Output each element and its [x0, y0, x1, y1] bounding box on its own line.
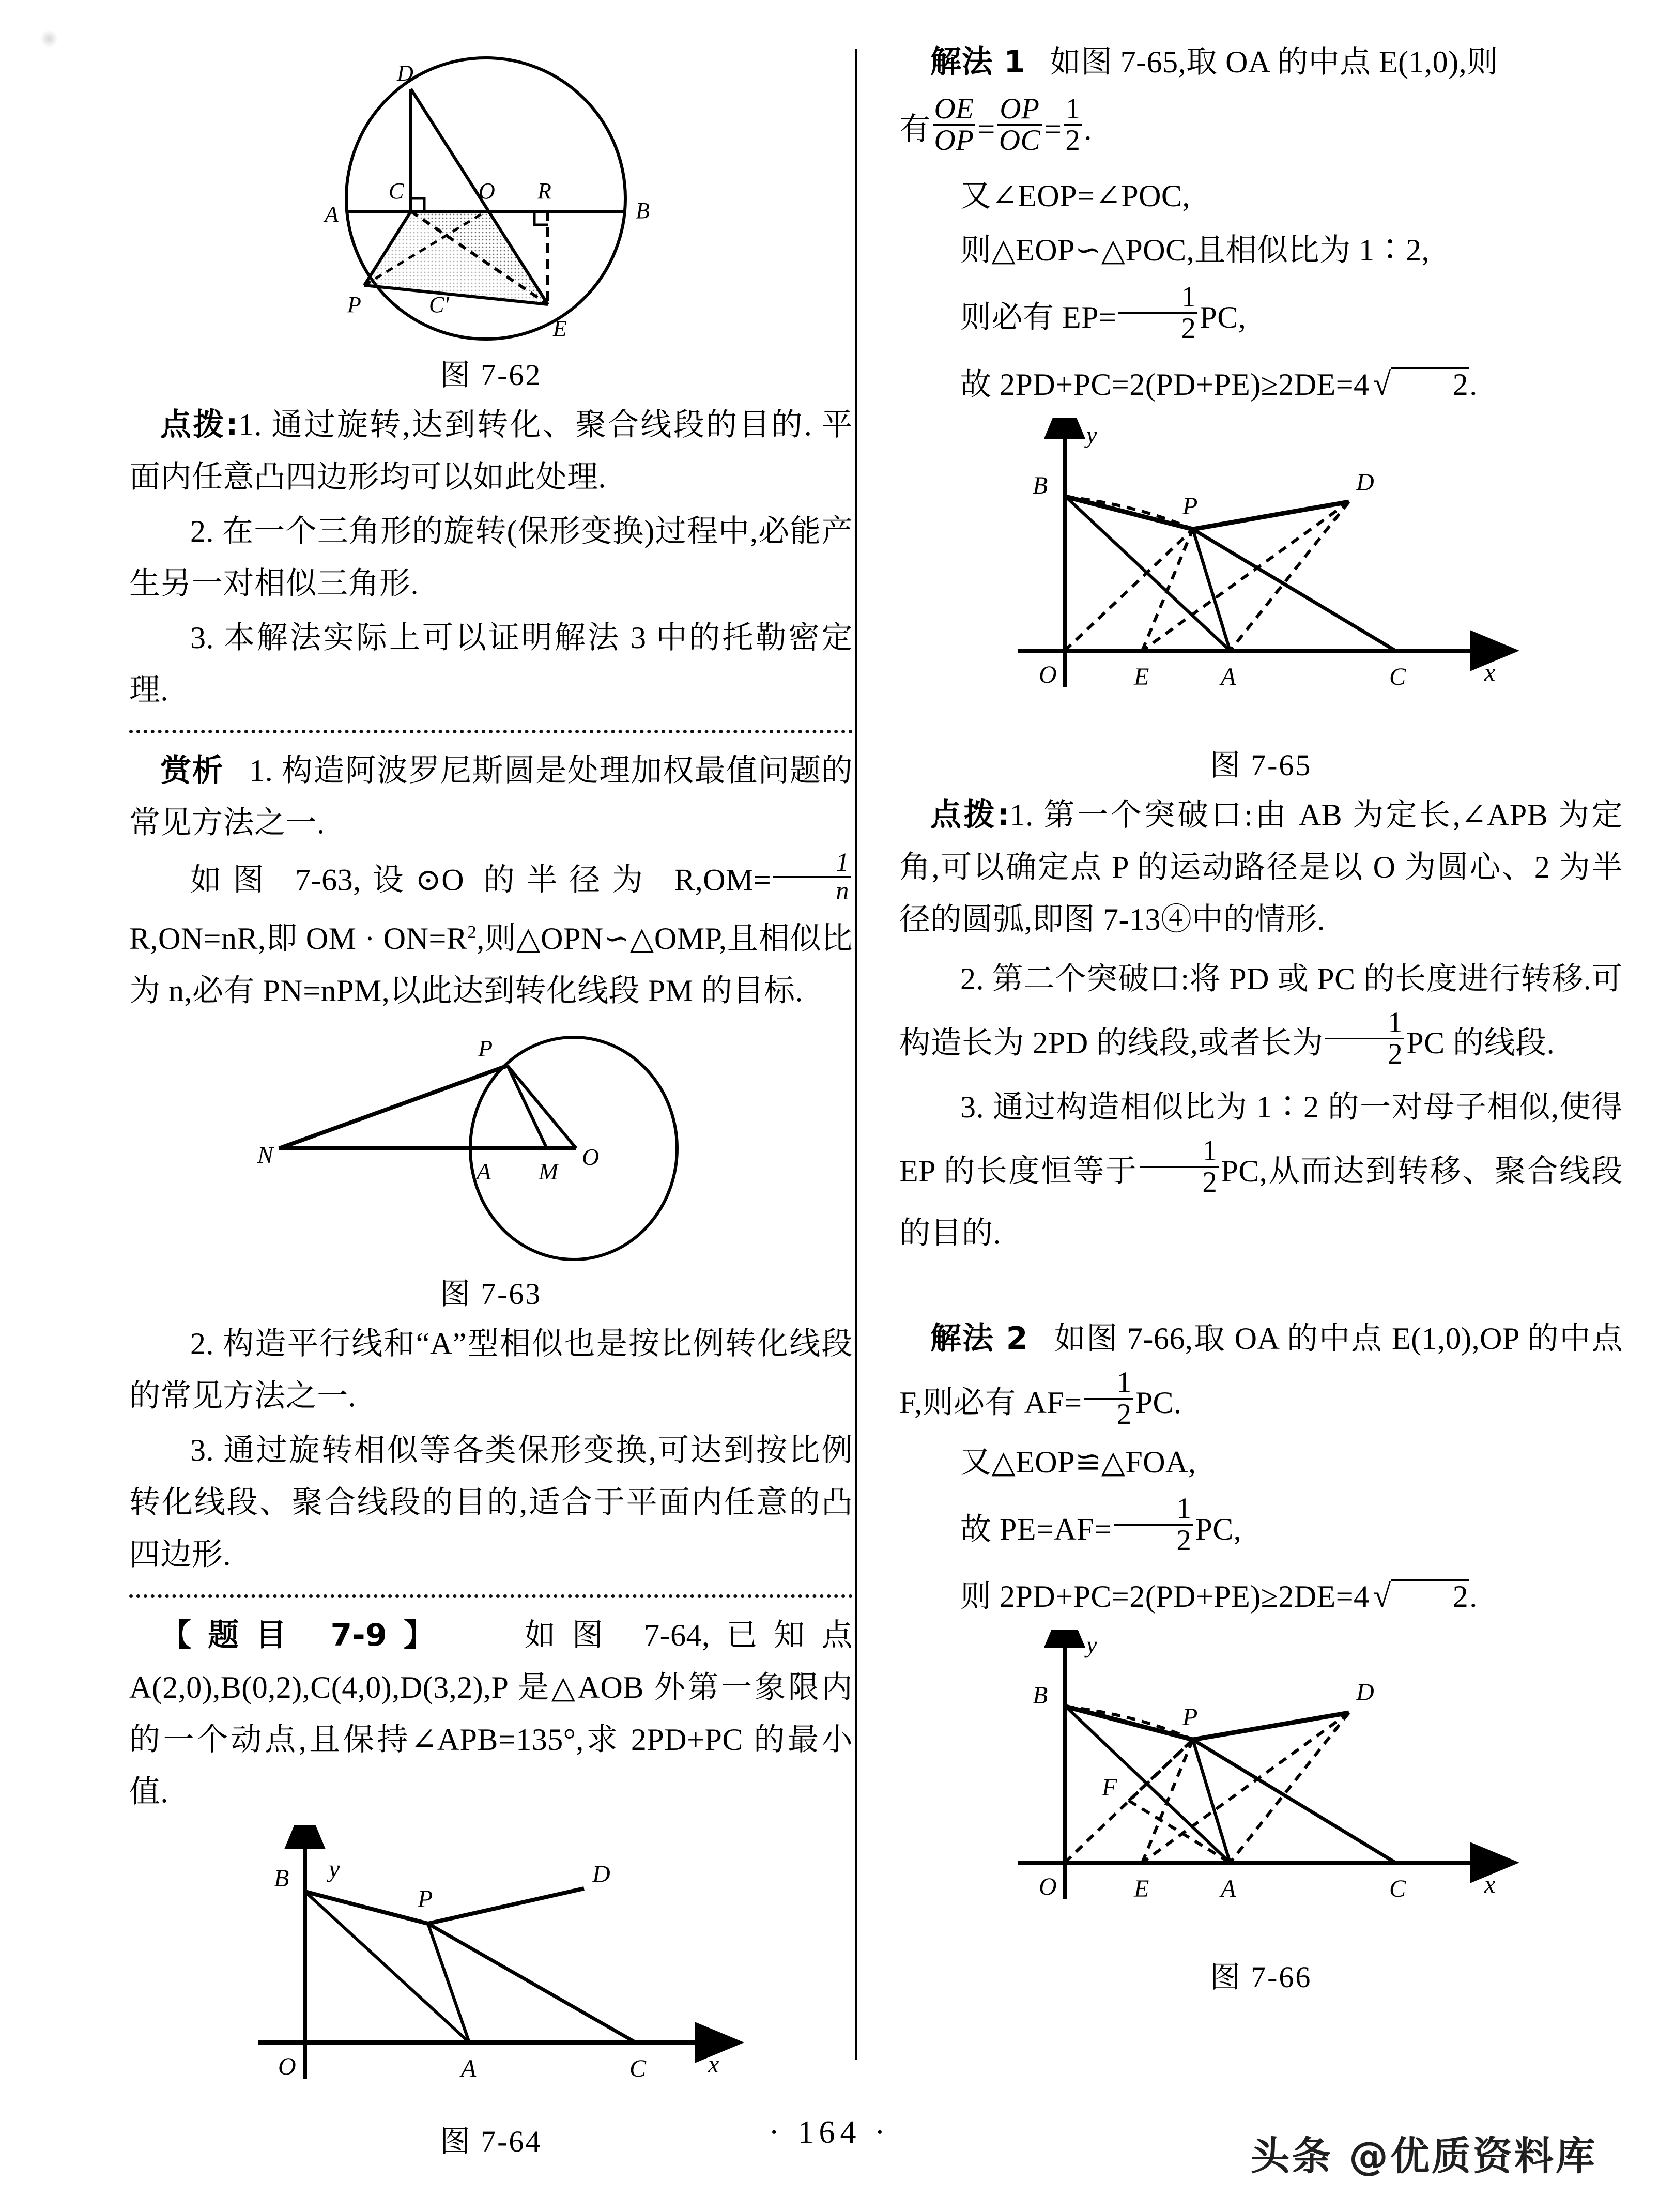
figure-7-65-caption: 图 7-65: [1210, 748, 1312, 782]
dianbo3-suffix: PC,从而达到转移、聚合线段的目的.: [899, 1154, 1623, 1251]
right-dianbo-label: 点拨:: [930, 797, 1010, 833]
solution-2-lead-suffix: PC.: [1135, 1386, 1182, 1420]
figure-7-65: [899, 418, 1623, 784]
fraction-numerator: OP: [1000, 92, 1040, 125]
fraction-one-half-4: [1140, 1136, 1219, 1197]
fraction-numerator: 1: [1388, 1006, 1403, 1039]
fraction-numerator: 1: [836, 848, 849, 877]
page-corner-smudge: [40, 30, 58, 48]
right-dianbo-item-1-text: 1. 第一个突破口:由 AB 为定长,∠APB 为定角,可以确定点 P 的运动路径是以 O 为圆心、2 为半径的圆弧,即图 7-13④中的情形.: [899, 798, 1623, 936]
left-dianbo-item-1: [129, 399, 853, 503]
fraction-denominator: 2: [1118, 312, 1197, 344]
divider-dotted-2: [129, 1594, 853, 1598]
fraction-one-half-3: [1325, 1008, 1404, 1069]
fig766-label-P: P: [1182, 1703, 1198, 1731]
line5-suffix: .: [1469, 367, 1478, 402]
fig764-label-B: B: [274, 1865, 289, 1893]
fig764-label-C: C: [629, 2055, 647, 2083]
solution-2-label: 解法 2: [930, 1320, 1028, 1357]
left-dianbo-item-3: 3. 本解法实际上可以证明解法 3 中的托勒密定理.: [129, 621, 853, 707]
fig765-label-B: B: [1033, 472, 1048, 499]
fraction-one-half-5: [1084, 1368, 1133, 1429]
fig762-label-C-prime: C': [429, 292, 449, 317]
fraction-one-half-2: [1118, 282, 1197, 344]
fig762-label-R: R: [537, 178, 551, 204]
figure-7-63: [129, 1024, 853, 1313]
dianbo2-suffix: PC 的线段.: [1406, 1026, 1555, 1061]
fig766-label-A: A: [1221, 1875, 1236, 1902]
figure-7-62-caption: 图 7-62: [440, 358, 542, 392]
fig762-label-A: A: [325, 202, 339, 227]
fig766-label-E: E: [1134, 1875, 1149, 1902]
fraction-one-over-n: [773, 849, 851, 904]
radicand: 2: [1391, 1579, 1470, 1612]
fig763-label-N: N: [257, 1142, 273, 1169]
page-number: · 164 ·: [769, 2115, 890, 2150]
fig762-label-P: P: [347, 292, 361, 317]
shangxi-item-apollonius: [129, 848, 853, 1017]
divider-dotted-1: [129, 730, 853, 733]
fig762-label-D: D: [397, 60, 413, 86]
fraction-numerator: OE: [934, 92, 974, 125]
line5-prefix: 故 2PD+PC=2(PD+PE)≥2DE=4: [960, 367, 1370, 402]
fig766-label-C: C: [1389, 1875, 1406, 1902]
right-dianbo-item-3: [899, 1076, 1623, 1264]
line4-suffix: PC,: [1200, 300, 1247, 334]
square-root-symbol: √ 2: [1373, 366, 1469, 402]
fig763-label-P: P: [478, 1035, 493, 1062]
fig762-label-B: B: [636, 198, 650, 223]
fig765-label-P: P: [1182, 493, 1198, 520]
problem-tag: 【题目 7-9】: [160, 1617, 452, 1654]
figure-7-66: [899, 1630, 1623, 1996]
s2line3-suffix: PC,: [1195, 1512, 1242, 1546]
eq1-prefix: 有: [899, 112, 931, 146]
shangxi-label: 赏析: [160, 752, 224, 789]
solution-2-lead: [899, 1308, 1623, 1434]
figure-7-64: [129, 1825, 853, 2160]
shangxi-item-3: 3. 通过旋转相似等各类保形变换,可达到按比例转化线段、聚合线段的目的,适合于平面内任意的凸四边形.: [129, 1433, 853, 1572]
fraction-numerator: 1: [1181, 280, 1196, 313]
s2line4-prefix: 则 2PD+PC=2(PD+PE)≥2DE=4: [960, 1579, 1370, 1614]
right-dianbo-item-1: [899, 789, 1623, 946]
fraction-denominator: 2: [1114, 1524, 1193, 1556]
left-column: [129, 36, 853, 2165]
dianbo2-prefix: 2. 第二个突破口:将 PD 或 PC 的长度进行转移.可构造长为 2PD 的线段,或者长为: [899, 962, 1623, 1061]
solution-2-line-2: 又△EOP≌△FOA,: [960, 1445, 1196, 1479]
radicand: 2: [1391, 367, 1470, 400]
column-divider: [855, 49, 857, 2060]
fraction-denominator: n: [773, 876, 851, 904]
solution-1-lead-text: 如图 7-65,取 OA 的中点 E(1,0),则: [1050, 45, 1498, 79]
figure-7-66-drawing: [987, 1630, 1535, 1950]
fraction-denominator: 2: [1064, 124, 1082, 156]
right-dianbo-item-2: [899, 948, 1623, 1074]
fraction-OP-over-OC: [997, 94, 1042, 156]
problem-text: 如图 7-64,已知点 A(2,0),B(0,2),C(4,0),D(3,2),P 是△AOB 外第一象限内的一个动点,且保持∠APB=135°,求 2PD+PC 的最小值.: [129, 1618, 853, 1809]
fig764-label-D: D: [592, 1861, 610, 1888]
fig765-label-O: O: [1039, 661, 1057, 688]
s2line3-prefix: 故 PE=AF=: [960, 1512, 1112, 1546]
fig763-label-M: M: [539, 1158, 559, 1185]
figure-7-64-drawing: [227, 1825, 755, 2115]
figure-7-65-drawing: [987, 418, 1535, 739]
fraction-denominator: 2: [1140, 1166, 1219, 1197]
fig764-label-P: P: [418, 1885, 433, 1913]
exponent-two: 2: [467, 922, 477, 943]
fraction-numerator: 1: [1202, 1134, 1218, 1168]
fig764-label-y: y: [329, 1855, 340, 1883]
shangxi-item-2: 2. 构造平行线和“A”型相似也是按比例转化线段的常见方法之一.: [129, 1327, 853, 1414]
figure-7-62: [129, 43, 853, 394]
fig762-label-C: C: [389, 178, 404, 204]
fraction-one-half-6: [1114, 1494, 1193, 1555]
solution-1-line-3: 则△EOP∽△POC,且相似比为 1∶2,: [960, 233, 1430, 267]
fig764-label-O: O: [278, 2053, 296, 2081]
fig762-label-O: O: [479, 178, 495, 204]
left-dianbo-label: 点拨:: [160, 407, 239, 443]
fig765-label-E: E: [1134, 663, 1149, 690]
solution-2-lead-prefix: 如图 7-66,取 OA 的中点 E(1,0),OP 的中点 F,则必有 AF=: [899, 1322, 1623, 1420]
solution-2-line-4: [899, 1570, 1623, 1623]
fig765-label-D: D: [1356, 469, 1374, 496]
fig763-label-O: O: [582, 1144, 600, 1171]
watermark-text: 头条 @优质资料库: [1250, 2133, 1597, 2179]
fig765-label-x: x: [1484, 659, 1496, 686]
fig762-label-E: E: [553, 316, 567, 341]
s2line4-suffix: .: [1469, 1579, 1478, 1614]
shangxi-item-1-text: 1. 构造阿波罗尼斯圆是处理加权最值问题的常见方法之一.: [129, 754, 853, 840]
fig766-label-F: F: [1102, 1773, 1117, 1801]
solution-2-line-3: [899, 1491, 1623, 1568]
fraction-numerator: 1: [1176, 1492, 1192, 1525]
shangxi-apollonius-mid: R,ON=nR,即 OM · ON=R: [129, 921, 468, 956]
shangxi-apollonius-pre: 如图 7-63,设⊙O 的半径为 R,OM=: [190, 863, 772, 897]
fraction-denominator: OC: [997, 124, 1042, 156]
fraction-denominator: 2: [1325, 1038, 1404, 1069]
fig764-label-x: x: [708, 2051, 719, 2079]
eq1-terminator: .: [1084, 112, 1092, 146]
fraction-denominator: OP: [933, 124, 976, 156]
fig765-label-A: A: [1221, 663, 1236, 690]
line4-prefix: 则必有 EP=: [960, 300, 1117, 334]
fraction-numerator: 1: [1065, 92, 1081, 125]
square-root-symbol-2: √ 2: [1373, 1577, 1469, 1614]
figure-7-63-drawing: [212, 1024, 770, 1267]
figure-7-63-caption: 图 7-63: [440, 1277, 542, 1311]
solution-1-line-4: [899, 279, 1623, 356]
fraction-denominator: 2: [1084, 1398, 1133, 1430]
solution-1-line-5: [899, 358, 1623, 411]
solution-1-lead: [899, 36, 1623, 88]
fig766-label-B: B: [1033, 1681, 1048, 1709]
eq1-operator-2: =: [1044, 112, 1062, 146]
fig766-label-y: y: [1086, 1631, 1097, 1658]
figure-7-66-caption: 图 7-66: [1210, 1960, 1312, 1994]
left-dianbo-item-2: 2. 在一个三角形的旋转(保形变换)过程中,必能产生另一对相似三角形.: [129, 514, 853, 601]
shangxi-apollonius-post: ,则△OPN∽△OMP,且相似比为 n,必有 PN=nPM,以此达到转化线段 PM 的目标.: [129, 921, 853, 1008]
fraction-OE-over-OP: [933, 94, 976, 156]
fig766-label-x: x: [1484, 1870, 1496, 1898]
figure-7-62-drawing: [279, 43, 703, 348]
fig763-label-A: A: [477, 1158, 491, 1185]
fig764-label-A: A: [461, 2055, 477, 2083]
fraction-numerator: 1: [1116, 1366, 1132, 1399]
problem-7-9: [129, 1609, 853, 1818]
fraction-one-half-1: [1064, 94, 1082, 156]
shangxi-item-1: [129, 745, 853, 849]
fig766-label-D: D: [1356, 1678, 1374, 1706]
solution-1-equation-1: [899, 90, 1623, 168]
left-dianbo-item-1-text: 1. 通过旋转,达到转化、聚合线段的目的. 平面内任意凸四边形均可以如此处理.: [129, 408, 853, 494]
eq1-operator-1: =: [977, 112, 995, 146]
right-column: [899, 36, 1623, 2001]
dianbo3-prefix: 3. 通过构造相似比为 1∶2 的一对母子相似,使得 EP 的长度恒等于: [899, 1090, 1623, 1189]
solution-1-line-2: 又∠EOP=∠POC,: [960, 179, 1190, 213]
fig765-label-y: y: [1086, 422, 1097, 448]
fig765-label-C: C: [1389, 663, 1406, 690]
fig766-label-O: O: [1039, 1872, 1057, 1900]
solution-1-label: 解法 1: [930, 44, 1026, 80]
figure-7-64-caption: 图 7-64: [440, 2125, 542, 2159]
